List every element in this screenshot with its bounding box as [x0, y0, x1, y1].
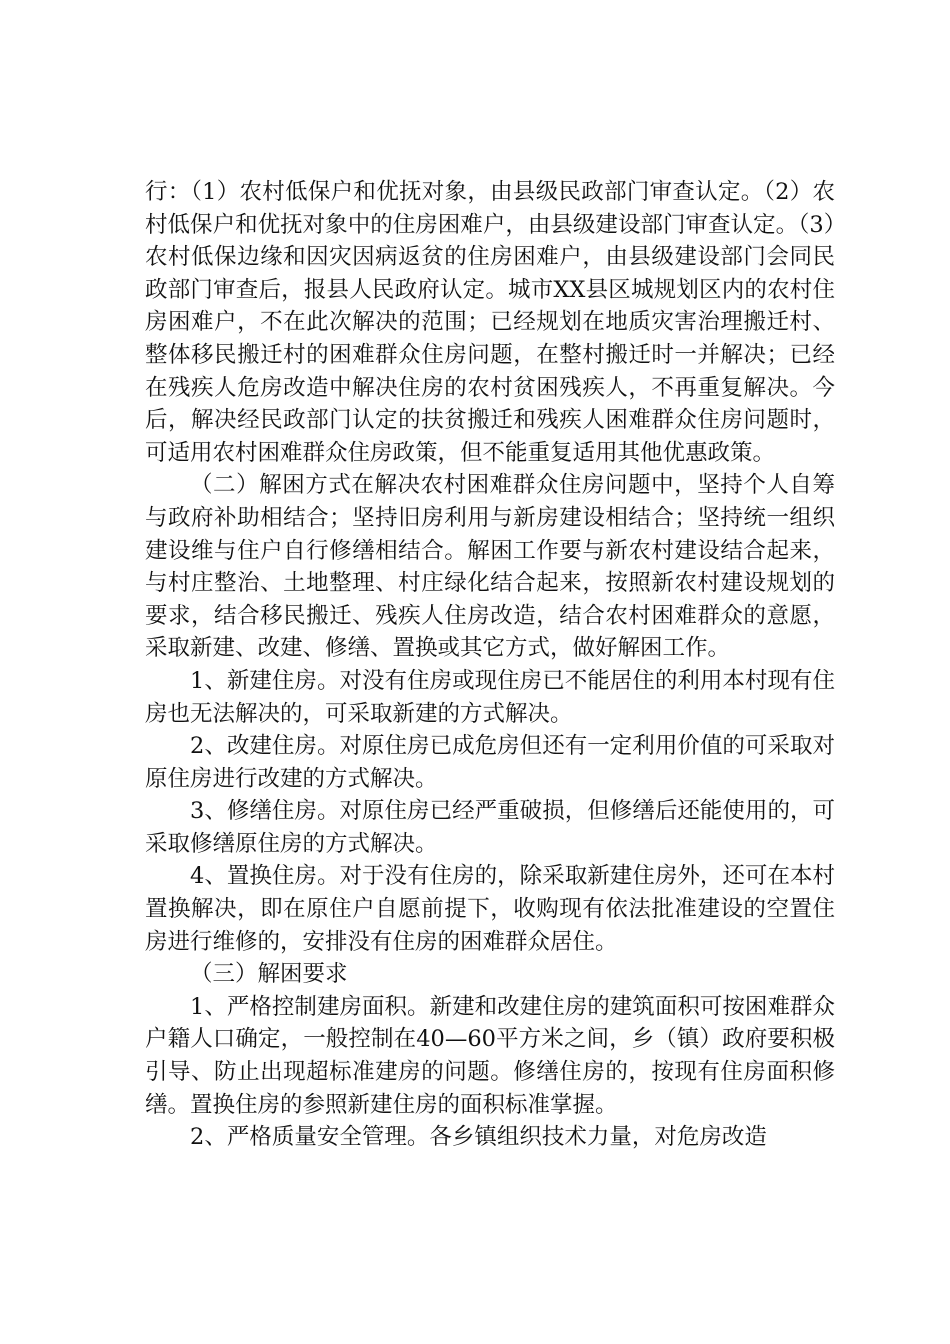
paragraph-item-replace: 4、置换住房。对于没有住房的，除采取新建住房外，还可在本村置换解决，即在原住户自愿前提下，收购现有依法批准建设的空置住房进行维修的，安排没有住房的困难群众居住。 [145, 863, 835, 955]
paragraph-section-2: （二）解困方式在解决农村困难群众住房问题中，坚持个人自筹与政府补助相结合；坚持旧房利用与新房建设相结合；坚持统一组织建设维与住户自行修缮相结合。解困工作要与新农村建设结合起来，与村庄整治、土地整理、村庄绿化结合起来，按照新农村建设规划的要求，结合移民搬迁、残疾人住房改造，结合农村困难群众的意愿，采取新建、改建、修缮、置换或其它方式，做好解困工作。 [145, 472, 835, 662]
section-heading-requirements: （三）解困要求 [190, 961, 348, 988]
paragraph-item-repair: 3、修缮住房。对原住房已经严重破损，但修缮后还能使用的，可采取修缮原住房的方式解决。 [145, 798, 835, 857]
paragraph-continuation: 行：（1）农村低保户和优抚对象，由县级民政部门审查认定。（2）农村低保户和优抚对象中的住房困难户，由县级建设部门审查认定。（3）农村低保边缘和因灾因病返贫的住房困难户，由县级建设部门会同民政部门审查后，报县人民政府认定。城市XX县区城规划区内的农村住房困难户，不在此次解决的范围；已经规划在地质灾害治理搬迁村、整体移民搬迁村的困难群众住房问题，在整村搬迁时一并解决；已经在残疾人危房改造中解决住房的农村贫困残疾人，不再重复解决。今后，解决经民政部门认定的扶贫搬迁和残疾人困难群众住房问题时，可适用农村困难群众住房政策，但不能重复适用其他优惠政策。 [145, 179, 835, 466]
paragraph-requirement-area: 1、严格控制建房面积。新建和改建住房的建筑面积可按困难群众户籍人口确定，一般控制在40—60平方米之间，乡（镇）政府要积极引导、防止出现超标准建房的问题。修缮住房的，按现有住房面积修缮。置换住房的参照新建住房的面积标准掌握。 [145, 993, 835, 1118]
paragraph-requirement-quality: 2、严格质量安全管理。各乡镇组织技术力量，对危房改造 [190, 1124, 767, 1151]
document-body [145, 176, 835, 1154]
paragraph-item-new-build: 1、新建住房。对没有住房或现住房已不能居住的利用本村现有住房也无法解决的，可采取新建的方式解决。 [145, 667, 835, 727]
paragraph-item-rebuild: 2、改建住房。对原住房已成危房但还有一定利用价值的可采取对原住房进行改建的方式解决。 [145, 733, 835, 792]
